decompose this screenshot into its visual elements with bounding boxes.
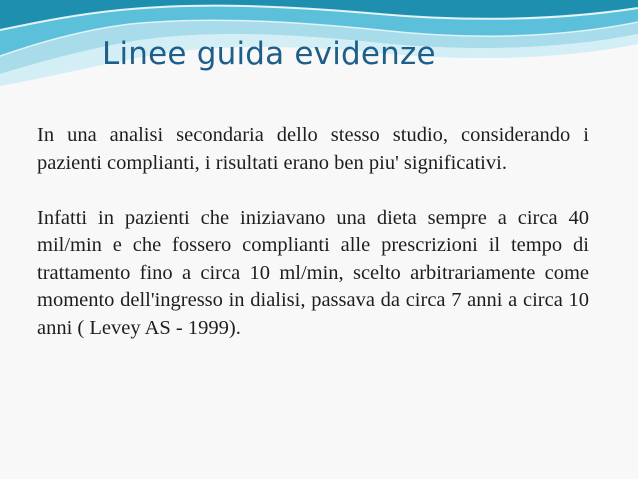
paragraph-1: In una analisi secondaria dello stesso studio, considerando i pazienti complianti, i risultati erano ben piu' significativi. bbox=[37, 124, 589, 174]
paragraph-2: Infatti in pazienti che iniziavano una dieta sempre a circa 40 mil/min e che fossero complianti alle prescrizioni il tempo di trattamento fino a circa 10 ml/min, scelto arbitrariamente come momento dell'ingresso in dialisi, passava da circa 7 anni a circa 10 anni ( Levey AS - 1999). bbox=[37, 206, 589, 339]
slide-title: Linee guida evidenze bbox=[102, 36, 436, 72]
slide-body bbox=[37, 122, 589, 342]
